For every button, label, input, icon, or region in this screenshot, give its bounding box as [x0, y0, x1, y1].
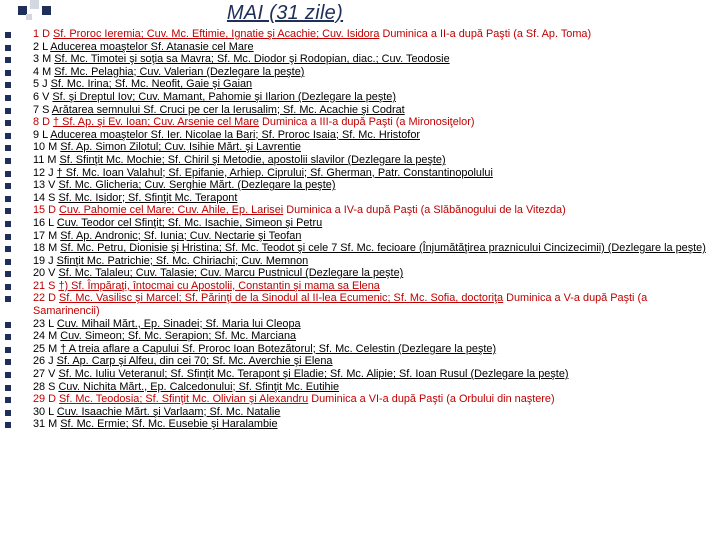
bullet-square-icon: [5, 422, 11, 428]
bullet-square-icon: [5, 334, 11, 340]
day-label: 13 V: [33, 179, 56, 192]
sunday-note: Duminica a II-a după Paşti (a Sf. Ap. Toma): [379, 28, 592, 40]
day-label: 15 D: [33, 204, 57, 217]
saints-link[interactable]: Sf. Mc. Irina; Sf. Mc. Neofit, Gaie şi Gaian: [50, 78, 253, 91]
day-entry: [0, 255, 718, 268]
day-entry: [0, 53, 718, 66]
bullet-square-icon: [5, 171, 11, 177]
day-label: 26 J: [33, 355, 54, 368]
day-entry: [0, 330, 718, 343]
saints-link[interactable]: Sf. Mc. Glicheria; Cuv. Serghie Mărt. (Dezlegare la peşte): [58, 179, 336, 192]
saints-link[interactable]: Cuv. Pahomie cel Mare; Cuv. Ahile, Ep. Larisei: [59, 204, 284, 217]
bullet-square-icon: [5, 296, 11, 302]
day-label: 4 M: [33, 65, 52, 78]
day-entry: [0, 318, 718, 331]
saints-link[interactable]: Arătarea semnului Sf. Cruci pe cer la Ierusalim; Sf. Mc. Acachie şi Codrat: [51, 103, 405, 116]
day-label: 21 S: [33, 279, 56, 292]
day-label: 12 J: [33, 166, 54, 179]
day-label: 16 L: [33, 216, 54, 229]
bullet-square-icon: [5, 57, 11, 63]
day-label: 18 M: [33, 242, 58, 255]
day-entry: [0, 41, 718, 54]
day-entry: [0, 368, 718, 381]
day-entry: [0, 267, 718, 280]
day-entry: [0, 116, 718, 129]
bullet-square-icon: [5, 271, 11, 277]
bullet-square-icon: [5, 284, 11, 290]
day-entry: [0, 292, 718, 317]
saints-link[interactable]: Sfinţit Mc. Patrichie; Sf. Mc. Chiriachi; Cuv. Memnon: [56, 254, 309, 267]
day-label: 22 D: [33, 292, 57, 305]
saints-link[interactable]: Sf. Ap. Andronic; Sf. Iunia; Cuv. Nectarie şi Teofan: [60, 229, 302, 242]
bullet-square-icon: [5, 385, 11, 391]
saints-link[interactable]: † Sf. Ap. şi Ev. Ioan; Cuv. Arsenie cel Mare: [52, 116, 259, 129]
day-label: 7 S: [33, 103, 50, 116]
day-label: 5 J: [33, 78, 48, 91]
day-entry: [0, 78, 718, 91]
day-label: 3 M: [33, 53, 52, 66]
bullet-square-icon: [5, 145, 11, 151]
bullet-square-icon: [5, 347, 11, 353]
bullet-square-icon: [5, 246, 11, 252]
saints-link[interactable]: Sf. Mc. Timotei şi soţia sa Mavra; Sf. Mc. Diodor şi Rodopian, diac.; Cuv. Teodosie: [54, 53, 450, 66]
saints-link[interactable]: Sf. Mc. Isidor; Sf. Sfinţit Mc. Terapont: [58, 191, 238, 204]
sunday-note: Duminica a V-a după Paşti (a Samarinencii): [33, 292, 648, 318]
day-label: 27 V: [33, 368, 56, 381]
saints-link[interactable]: Aducerea moaştelor Sf. Atanasie cel Mare: [50, 40, 254, 53]
saints-link[interactable]: Sf. Mc. Vasilisc şi Marcel; Sf. Părinţi de la Sinodul al II-lea Ecumenic; Sf. Mc. Sofia, doctoriţa: [59, 292, 504, 305]
day-entry: [0, 204, 718, 217]
saints-link[interactable]: Cuv. Nichita Mărt., Ep. Calcedonului; Sf. Sfinţit Mc. Eutihie: [58, 380, 340, 393]
day-label: 28 S: [33, 380, 56, 393]
saints-link[interactable]: Sf. Mc. Iuliu Veteranul; Sf. Sfinţit Mc. Terapont şi Eladie; Sf. Mc. Alipie; Sf. Ioan Rusul (Dezlegare la peşte): [58, 368, 569, 381]
day-label: 30 L: [33, 405, 54, 418]
bullet-square-icon: [5, 32, 11, 38]
day-entry: [0, 91, 718, 104]
bullet-square-icon: [5, 234, 11, 240]
sunday-note: Duminica a IV-a după Paşti (a Slăbănogului de la Vitezda): [283, 204, 566, 217]
saints-link[interactable]: Cuv. Isaachie Mărt. şi Varlaam; Sf. Mc. Natalie: [56, 405, 281, 418]
day-label: 24 M: [33, 330, 58, 343]
saints-link[interactable]: Sf. Sfinţit Mc. Mochie; Sf. Chiril şi Metodie, apostolii slavilor (Dezlegare la peşte): [59, 153, 446, 166]
bullet-square-icon: [5, 158, 11, 164]
day-entry: [0, 393, 718, 406]
saints-link[interactable]: Sf. Mc. Pelaghia; Cuv. Valerian (Dezlegare la peşte): [54, 65, 305, 78]
day-label: 6 V: [33, 90, 50, 103]
day-entry: [0, 280, 718, 293]
day-entry: [0, 28, 718, 41]
bullet-square-icon: [5, 45, 11, 51]
day-entry: [0, 381, 718, 394]
day-entry: [0, 406, 718, 419]
saints-link[interactable]: Cuv. Mihail Mărt., Ep. Sinadei; Sf. Maria lui Cleopa: [56, 317, 301, 330]
saints-link[interactable]: Sf. Ap. Carp şi Alfeu, din cei 70; Sf. Mc. Averchie şi Elena: [56, 355, 333, 368]
day-entry: [0, 192, 718, 205]
saints-link[interactable]: Cuv. Teodor cel Sfinţit; Sf. Mc. Isachie, Simeon şi Petru: [56, 216, 323, 229]
bullet-square-icon: [5, 120, 11, 126]
day-label: 11 M: [33, 153, 57, 166]
day-entry: [0, 242, 718, 255]
saints-link[interactable]: Sf. Proroc Ieremia; Cuv. Mc. Eftimie, Ignatie şi Acachie; Cuv. Isidora: [52, 28, 380, 40]
day-entry: [0, 167, 718, 180]
day-label: 20 V: [33, 267, 56, 280]
day-entry: [0, 343, 718, 356]
saints-link[interactable]: †) Sf. Împăraţi, întocmai cu Apostolii, Constantin şi mama sa Elena: [58, 279, 380, 292]
day-label: 9 L: [33, 128, 48, 141]
day-label: 17 M: [33, 229, 58, 242]
day-label: 8 D: [33, 116, 50, 129]
day-label: 2 L: [33, 40, 48, 53]
day-label: 23 L: [33, 317, 54, 330]
saints-link[interactable]: Sf. Mc. Ermie; Sf. Mc. Eusebie şi Haralambie: [60, 418, 278, 431]
bullet-square-icon: [5, 372, 11, 378]
bullet-square-icon: [5, 221, 11, 227]
day-label: 29 D: [33, 393, 57, 406]
day-label: 25 M: [33, 342, 58, 355]
bullet-square-icon: [5, 82, 11, 88]
bullet-square-icon: [5, 359, 11, 365]
bullet-square-icon: [5, 322, 11, 328]
saints-link[interactable]: Sf. Mc. Teodosia; Sf. Sfinţit Mc. Olivian şi Alexandru: [59, 393, 309, 406]
saints-link[interactable]: Sf. Mc. Petru, Dionisie şi Hristina; Sf. Mc. Teodot şi cele 7 Sf. Mc. fecioare (Înjumătăţirea praznicului Cincizecimii) (Dezlegare la peşte): [60, 242, 706, 255]
saints-link[interactable]: Cuv. Simeon; Sf. Mc. Serapion; Sf. Mc. Marciana: [60, 330, 297, 343]
bullet-square-icon: [5, 196, 11, 202]
bullet-square-icon: [5, 183, 11, 189]
bullet-square-icon: [5, 208, 11, 214]
day-label: 14 S: [33, 191, 56, 204]
saints-link[interactable]: Sf. Mc. Talaleu; Cuv. Talasie; Cuv. Marcu Pustnicul (Dezlegare la peşte): [58, 267, 404, 280]
saints-link[interactable]: † A treia aflare a Capului Sf. Proroc Ioan Botezătorul; Sf. Mc. Celestin (Dezlegare la peşte): [60, 342, 497, 355]
day-entry: [0, 418, 718, 431]
bullet-square-icon: [5, 410, 11, 416]
bullet-square-icon: [5, 95, 11, 101]
saints-link[interactable]: Aducerea moaştelor Sf. Ier. Nicolae la Bari; Sf. Proroc Isaia; Sf. Mc. Hristofor: [50, 128, 421, 141]
day-entry: [0, 230, 718, 243]
sunday-note: Duminica a III-a după Paşti (a Mironosiţelor): [259, 116, 475, 129]
bullet-square-icon: [5, 108, 11, 114]
bullet-square-icon: [5, 70, 11, 76]
day-entry: [0, 355, 718, 368]
sunday-note: Duminica a VI-a după Paşti (a Orbului din naştere): [308, 393, 555, 406]
day-entry: [0, 129, 718, 142]
saints-link[interactable]: Sf. Ap. Simon Zilotul; Cuv. Isihie Mărt. şi Lavrentie: [60, 141, 301, 154]
saints-link[interactable]: † Sf. Mc. Ioan Valahul; Sf. Epifanie, Arhiep. Ciprului; Sf. Gherman, Patr. Constantinopolului: [56, 166, 493, 179]
bullet-square-icon: [5, 397, 11, 403]
day-entry: [0, 217, 718, 230]
day-label: 19 J: [33, 254, 54, 267]
day-entry: [0, 179, 718, 192]
page-title: MAI (31 zile): [226, 2, 344, 24]
day-label: 31 M: [33, 418, 58, 431]
day-entry: [0, 141, 718, 154]
day-entry: [0, 104, 718, 117]
day-label: 1 D: [33, 28, 50, 40]
bullet-square-icon: [5, 133, 11, 139]
saints-link[interactable]: Sf. şi Dreptul Iov; Cuv. Mamant, Pahomie şi Ilarion (Dezlegare la peşte): [52, 90, 396, 103]
day-entry: [0, 66, 718, 79]
day-label: 10 M: [33, 141, 58, 154]
bullet-square-icon: [5, 259, 11, 265]
calendar-day-list: [0, 28, 718, 431]
day-entry: [0, 154, 718, 167]
